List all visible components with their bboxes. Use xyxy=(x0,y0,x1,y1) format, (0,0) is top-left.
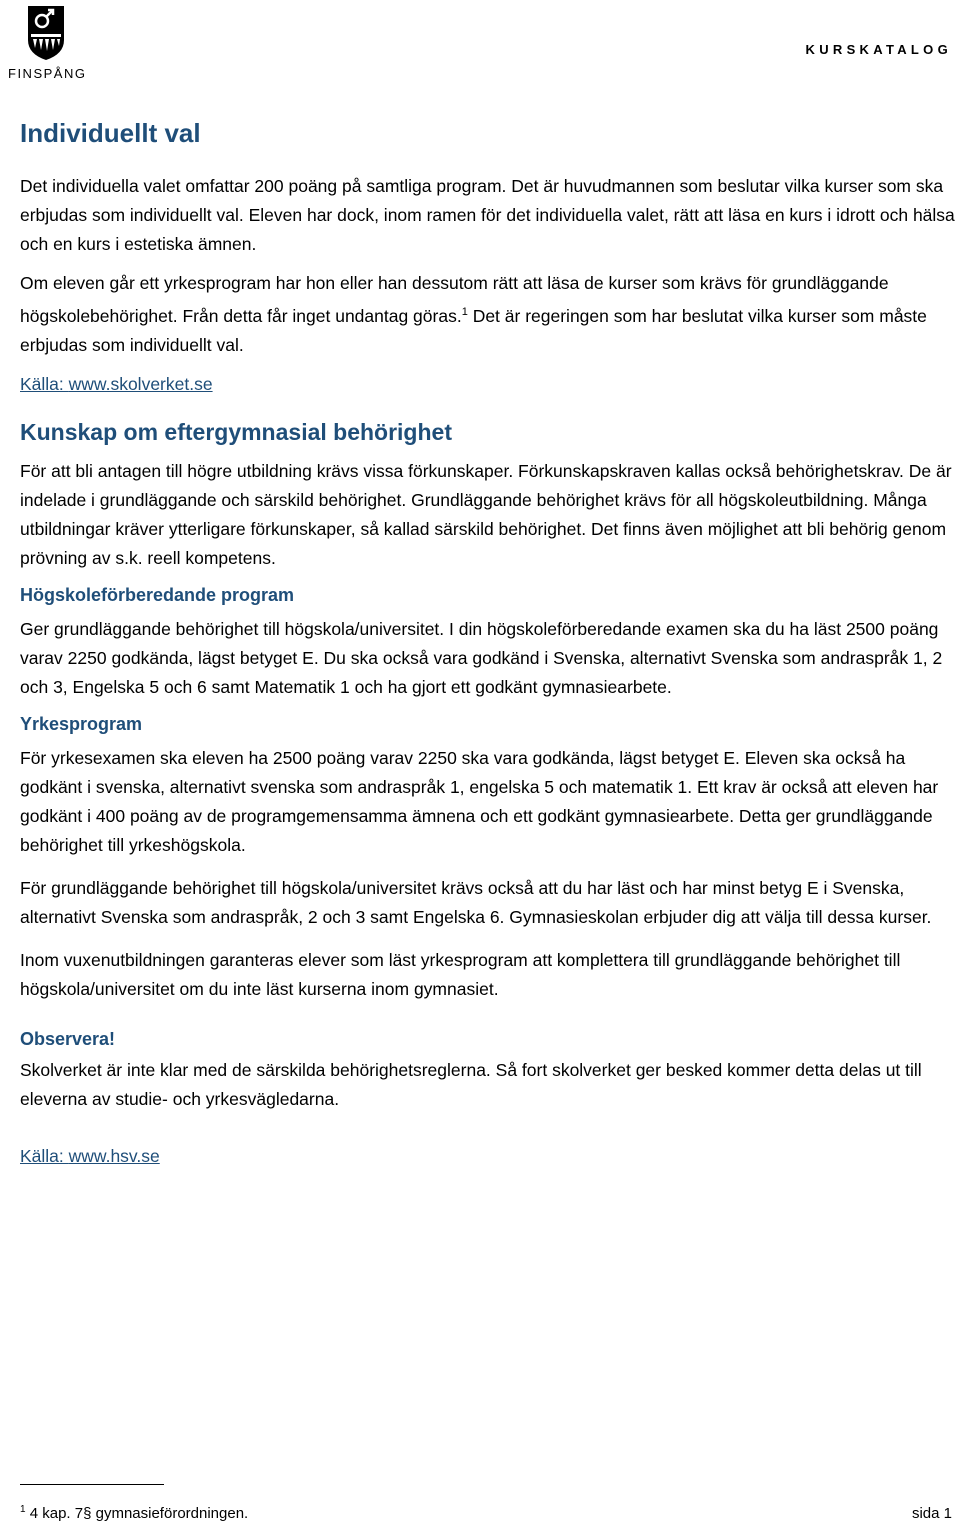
paragraph-text: Det är regeringen som har beslutat vilka kurser som måste erbjudas som individuellt val. xyxy=(20,305,927,355)
paragraph: För att bli antagen till högre utbildning krävs vissa förkunskaper. Förkunskapskraven kallas också behörighetskrav. De är indelade i grundläggande och särskild behörighet. Grundläggande behörighet krävs för all högskoleutbildning. Många utbildningar kräver ytterligare förkunskaper, så kallad särskild behörighet. Det finns även möjlighet att bli behörig genom prövning av s.k. reell kompetens. xyxy=(20,460,952,568)
catalog-header: KURSKATALOG xyxy=(805,42,952,57)
footnote xyxy=(20,1504,248,1522)
footnote-number: 1 xyxy=(20,1504,26,1515)
subheading-yrkesprogram: Yrkesprogram xyxy=(20,713,143,734)
source-link-skolverket[interactable]: www.skolverket.se xyxy=(68,373,213,394)
paragraph: Det individuella valet omfattar 200 poäng på samtliga program. Det är huvudmannen som beslutar vilka kurser som ska erbjudas som individuellt val. Eleven har dock, inom ramen för det individuella valet, rätt att läsa en kurs i idrott och hälsa och en kurs i estetiska ämnen. xyxy=(20,176,955,254)
source-label[interactable]: Källa: xyxy=(20,373,69,394)
paragraph: Ger grundläggande behörighet till högskola/universitet. I din högskoleförberedande examen ska du ha läst 2500 poäng varav 2250 godkända, lägst betyget E. Du ska också vara godkänd i Svenska, alternativt Svenska som andraspråk 1, 2 och 3, Engelska 5 och 6 samt Matematik 1 och ha gjort ett godkänt gymnasiearbete. xyxy=(20,618,943,697)
logo-text: FINSPÅNG xyxy=(8,66,87,81)
source-line xyxy=(20,370,956,399)
paragraph: För grundläggande behörighet till högskola/universitet krävs också att du har läst och har minst betyg E i Svenska, alternativt Svenska som andraspråk, 2 och 3 samt Engelska 6. Gymnasieskolan erbjuder dig att välja till dessa kurser. xyxy=(20,877,932,927)
paragraph xyxy=(20,269,956,360)
paragraph: Inom vuxenutbildningen garanteras elever som läst yrkesprogram att komplettera till grundläggande behörighet till högskola/universitet om du inte läst kurserna inom gymnasiet. xyxy=(20,949,901,999)
paragraph-text: Om eleven går ett yrkesprogram har hon eller han dessutom rätt att läsa de kurser som krävs för grundläggande högskolebehörighet. Från detta får inget undantag göras. xyxy=(20,273,889,326)
subheading-hogskoleforberedande: Högskoleförberedande program xyxy=(20,584,295,605)
section-title-individuellt-val: Individuellt val xyxy=(20,118,201,148)
paragraph: Skolverket är inte klar med de särskilda behörighetsreglerna. Så fort skolverket ger besked kommer detta delas ut till eleverna av studie- och yrkesvägledarna. xyxy=(20,1059,922,1109)
paragraph: För yrkesexamen ska eleven ha 2500 poäng varav 2250 ska vara godkända, lägst betyget E. Eleven ska också ha godkänt i svenska, alternativt svenska som andraspråk 1, engelska 5 och matematik 1. Ett krav är också att eleven har godkänt i 400 poäng av de programgemensamma ämnena och ett godkänt gymnasiearbete. Detta ger grundläggande behörighet till yrkeshögskola. xyxy=(20,747,939,855)
source-line xyxy=(20,1142,956,1171)
section-title-eftergymnasial: Kunskap om eftergymnasial behörighet xyxy=(20,418,452,445)
main-content xyxy=(20,116,956,1181)
observera-heading: Observera! xyxy=(20,1028,116,1049)
footnote-text: 4 kap. 7§ gymnasieförordningen. xyxy=(25,1505,249,1522)
footnote-divider xyxy=(20,1484,164,1485)
source-label[interactable]: Källa: xyxy=(20,1145,69,1166)
footnote-ref[interactable]: 1 xyxy=(461,306,468,318)
source-link-hsv[interactable]: www.hsv.se xyxy=(68,1145,160,1166)
page-number: sida 1 xyxy=(911,1505,952,1522)
finspang-logo xyxy=(4,4,88,81)
